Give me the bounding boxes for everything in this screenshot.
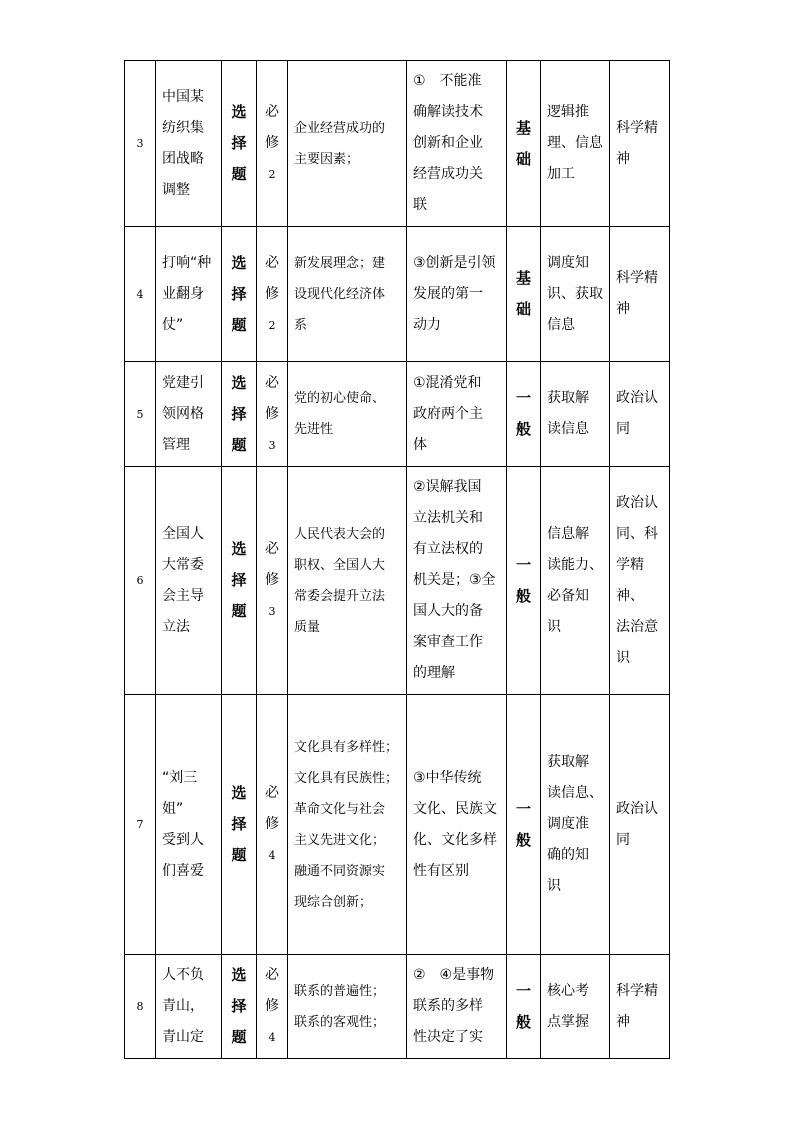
cell-question-type-line: 题	[231, 165, 247, 183]
cell-knowledge-point	[288, 467, 407, 695]
table-row	[125, 695, 670, 955]
cell-question-type-line: 选	[231, 540, 247, 558]
cell-difficulty-line: 一	[515, 981, 531, 1000]
cell-title	[156, 227, 222, 362]
cell-ability	[541, 362, 610, 467]
cell-error-analysis	[407, 955, 507, 1059]
cell-number: 7	[125, 695, 156, 955]
cell-error-analysis-line: 有立法权的	[413, 541, 483, 557]
cell-module	[257, 955, 288, 1059]
cell-ability-line: 调度准	[547, 816, 589, 832]
cell-difficulty	[507, 955, 541, 1059]
cell-module-line: 必	[265, 785, 279, 801]
cell-difficulty	[507, 467, 541, 695]
cell-literacy-line: 神	[616, 301, 630, 317]
cell-number: 6	[125, 467, 156, 695]
cell-ability-line: 信息解	[547, 525, 589, 542]
cell-module-line: 修	[265, 572, 279, 588]
cell-title-line: 调整	[162, 181, 190, 198]
cell-literacy	[610, 955, 670, 1059]
cell-module-line: 4	[268, 849, 276, 862]
cell-ability	[541, 467, 610, 695]
cell-question-type	[222, 362, 257, 467]
cell-knowledge-point-line: 联系的客观性；	[294, 1014, 386, 1030]
cell-title-line: 打响“种	[162, 254, 212, 271]
cell-error-analysis	[407, 362, 507, 467]
cell-difficulty	[507, 61, 541, 227]
cell-error-analysis-line: 性有区别	[413, 862, 469, 879]
cell-module	[257, 227, 288, 362]
cell-question-type	[222, 695, 257, 955]
cell-literacy-line: 政治认	[616, 494, 658, 511]
cell-ability-line: 确的知	[547, 847, 589, 863]
cell-question-type	[222, 61, 257, 227]
cell-difficulty-line: 般	[515, 586, 531, 605]
cell-knowledge-point-line: 常委会提升立法	[294, 588, 386, 604]
cell-question-type-line: 择	[231, 134, 247, 152]
cell-error-analysis-line: 文化、民族文	[413, 800, 497, 817]
cell-error-analysis-line: 立法机关和	[413, 510, 483, 526]
cell-number: 3	[125, 61, 156, 227]
exam-analysis-table	[124, 60, 670, 1059]
cell-error-analysis-line: 联	[413, 197, 427, 213]
cell-knowledge-point	[288, 695, 407, 955]
cell-module-line: 修	[265, 816, 279, 832]
cell-question-type-line: 选	[231, 373, 247, 392]
cell-title-line: 管理	[162, 436, 190, 453]
cell-number: 4	[125, 227, 156, 362]
cell-question-type-line: 择	[231, 404, 247, 423]
cell-error-analysis-line: 创新和企业	[413, 135, 483, 151]
cell-knowledge-point-line: 先进性	[294, 422, 334, 437]
table-row	[125, 227, 670, 362]
cell-title-line: 受到人	[162, 831, 204, 848]
cell-difficulty-line: 般	[515, 830, 531, 849]
cell-module	[257, 467, 288, 695]
cell-error-analysis-line: 确解读技术	[413, 104, 483, 120]
cell-ability-line: 识	[547, 618, 561, 635]
cell-error-analysis-line: ①混淆党和	[413, 374, 482, 391]
cell-literacy-line: 政治认	[616, 390, 658, 406]
cell-ability	[541, 227, 610, 362]
cell-module-line: 3	[268, 438, 276, 452]
cell-error-analysis-line: 体	[413, 436, 427, 453]
cell-literacy-line: 同	[616, 831, 630, 848]
cell-title-line: 人不负	[162, 967, 204, 983]
cell-literacy-line: 政治认	[616, 800, 658, 817]
cell-question-type-line: 择	[231, 571, 247, 589]
cell-knowledge-point-line: 职权、全国人大	[294, 557, 386, 573]
cell-knowledge-point-line: 革命文化与社会	[294, 801, 386, 817]
cell-title-line: 青山定	[162, 1029, 204, 1045]
cell-error-analysis-line: 动力	[413, 316, 441, 333]
cell-module	[257, 362, 288, 467]
cell-difficulty-line: 础	[515, 149, 531, 168]
cell-ability-line: 点掌握	[547, 1013, 589, 1030]
cell-difficulty	[507, 695, 541, 955]
table-row	[125, 467, 670, 695]
cell-module-line: 必	[265, 541, 279, 557]
cell-knowledge-point-line: 系	[294, 317, 308, 333]
cell-title-line: 团战略	[162, 150, 204, 167]
cell-ability-line: 逻辑推	[547, 104, 589, 120]
cell-literacy-line: 学精神、	[616, 556, 644, 604]
cell-knowledge-point-line: 主义先进文化；	[294, 832, 386, 848]
cell-question-type	[222, 467, 257, 695]
cell-module	[257, 695, 288, 955]
cell-module-line: 2	[268, 168, 276, 181]
cell-error-analysis-line: ②误解我国	[413, 479, 482, 495]
cell-knowledge-point-line: 设现代化经济体	[294, 286, 386, 302]
cell-title	[156, 362, 222, 467]
cell-ability-line: 读信息	[547, 421, 589, 437]
cell-literacy	[610, 467, 670, 695]
cell-module	[257, 61, 288, 227]
cell-knowledge-point	[288, 61, 407, 227]
cell-number: 8	[125, 955, 156, 1059]
cell-error-analysis	[407, 467, 507, 695]
cell-knowledge-point-line: 文化具有多样性；	[294, 739, 399, 755]
cell-question-type-line: 题	[231, 1028, 247, 1046]
cell-title-line: 中国某	[162, 88, 204, 105]
cell-title-line: 大常委	[162, 556, 204, 573]
cell-knowledge-point-line: 党的初心使命、	[294, 391, 386, 406]
cell-knowledge-point-line: 联系的普遍性；	[294, 983, 386, 999]
cell-knowledge-point	[288, 362, 407, 467]
cell-difficulty-line: 一	[515, 389, 531, 407]
cell-literacy-line: 科学精	[616, 119, 658, 136]
cell-error-analysis-line: 化、文化多样	[413, 831, 497, 848]
cell-title-line: 领网格	[162, 405, 204, 422]
cell-error-analysis-line: 发展的第一	[413, 285, 483, 302]
cell-module-line: 修	[265, 285, 279, 302]
cell-difficulty-line: 般	[515, 420, 531, 438]
cell-ability-line: 理、信息	[547, 135, 603, 151]
cell-module-line: 修	[265, 998, 279, 1014]
cell-question-type-line: 择	[231, 284, 247, 303]
cell-literacy-line: 同、科	[616, 525, 658, 542]
cell-question-type-line: 选	[231, 966, 247, 984]
cell-literacy-line: 识	[616, 649, 630, 666]
cell-title	[156, 467, 222, 695]
cell-module-line: 必	[265, 254, 279, 271]
cell-error-analysis-line: 机关是；③全	[413, 572, 496, 588]
cell-title-line: 会主导	[162, 587, 204, 604]
cell-module-line: 修	[265, 135, 279, 151]
cell-question-type	[222, 955, 257, 1059]
cell-title-line: 仗”	[162, 316, 184, 333]
cell-ability-line: 获取解	[547, 390, 589, 406]
cell-difficulty-line: 般	[515, 1012, 531, 1031]
cell-ability-line: 获取解	[547, 754, 589, 770]
cell-error-analysis-line: ② ④是事物	[413, 967, 495, 983]
table-row	[125, 362, 670, 467]
cell-literacy-line: 神	[616, 150, 630, 167]
cell-question-type-line: 选	[231, 784, 247, 802]
cell-literacy-line: 科学精	[616, 270, 658, 286]
cell-module-line: 必	[265, 967, 279, 983]
cell-knowledge-point-line: 文化具有民族性；	[294, 770, 399, 786]
cell-question-type-line: 题	[231, 435, 247, 454]
cell-module-line: 3	[268, 605, 276, 618]
cell-ability-line: 识、获取	[547, 285, 603, 302]
cell-question-type-line: 择	[231, 815, 247, 833]
cell-question-type-line: 题	[231, 315, 247, 334]
cell-question-type-line: 题	[231, 602, 247, 620]
cell-title	[156, 61, 222, 227]
cell-knowledge-point	[288, 227, 407, 362]
cell-error-analysis-line: 的理解	[413, 665, 455, 681]
cell-number: 5	[125, 362, 156, 467]
cell-question-type-line: 选	[231, 103, 247, 121]
cell-ability-line: 必备知	[547, 587, 589, 604]
cell-question-type-line: 择	[231, 997, 247, 1015]
cell-literacy	[610, 227, 670, 362]
cell-ability-line: 读信息、	[547, 785, 603, 801]
cell-error-analysis-line: 经营成功关	[413, 166, 483, 182]
cell-title-line: 党建引	[162, 374, 204, 391]
cell-ability-line: 信息	[547, 316, 575, 333]
cell-literacy-line: 神	[616, 1013, 630, 1030]
cell-error-analysis-line: 性决定了实	[413, 1029, 483, 1045]
cell-module-line: 2	[268, 318, 276, 332]
cell-question-type-line: 题	[231, 846, 247, 864]
cell-error-analysis	[407, 61, 507, 227]
cell-difficulty-line: 基	[515, 269, 531, 287]
cell-difficulty-line: 一	[515, 555, 531, 574]
cell-title	[156, 695, 222, 955]
cell-error-analysis-line: 政府两个主	[413, 405, 483, 422]
cell-module-line: 必	[265, 374, 279, 391]
cell-knowledge-point-line: 现综合创新；	[294, 894, 373, 910]
cell-title-line: 们喜爱	[162, 862, 204, 879]
cell-ability	[541, 695, 610, 955]
cell-literacy	[610, 362, 670, 467]
cell-error-analysis-line: 国人大的备	[413, 603, 483, 619]
table-row	[125, 61, 670, 227]
cell-knowledge-point-line: 企业经营成功的	[294, 120, 386, 136]
cell-difficulty-line: 基	[515, 118, 531, 137]
cell-title	[156, 955, 222, 1059]
table-row	[125, 955, 670, 1059]
cell-ability	[541, 61, 610, 227]
cell-title-line: 业翻身	[162, 285, 204, 302]
cell-module-line: 4	[268, 1031, 276, 1044]
cell-difficulty	[507, 362, 541, 467]
cell-module-line: 必	[265, 104, 279, 120]
cell-knowledge-point-line: 质量	[294, 619, 321, 635]
cell-knowledge-point	[288, 955, 407, 1059]
cell-title-line: 青山，	[162, 998, 204, 1014]
cell-literacy-line: 法治意	[616, 618, 658, 635]
cell-question-type	[222, 227, 257, 362]
cell-error-analysis	[407, 227, 507, 362]
cell-error-analysis-line: ③中华传统	[413, 769, 482, 786]
cell-error-analysis-line: 联系的多样	[413, 998, 483, 1014]
cell-difficulty-line: 础	[515, 300, 531, 318]
cell-literacy	[610, 695, 670, 955]
cell-module-line: 修	[265, 405, 279, 422]
cell-title-line: 纺织集	[162, 119, 204, 136]
cell-title-line: 立法	[162, 618, 190, 635]
cell-ability-line: 调度知	[547, 254, 589, 271]
cell-ability-line: 读能力、	[547, 556, 603, 573]
cell-ability-line: 核心考	[547, 982, 589, 999]
cell-error-analysis	[407, 695, 507, 955]
cell-ability-line: 加工	[547, 166, 575, 182]
cell-literacy	[610, 61, 670, 227]
table-body	[125, 61, 670, 1059]
cell-difficulty-line: 一	[515, 799, 531, 818]
cell-difficulty	[507, 227, 541, 362]
cell-knowledge-point-line: 融通不同资源实	[294, 863, 386, 879]
cell-ability	[541, 955, 610, 1059]
cell-title-line: “刘三姐”	[162, 769, 198, 817]
cell-error-analysis-line: ① 不能准	[413, 73, 482, 89]
cell-title-line: 全国人	[162, 525, 204, 542]
cell-knowledge-point-line: 新发展理念；建	[294, 255, 386, 271]
cell-knowledge-point-line: 人民代表大会的	[294, 526, 386, 542]
cell-error-analysis-line: ③创新是引领	[413, 254, 496, 271]
cell-literacy-line: 科学精	[616, 982, 658, 999]
cell-knowledge-point-line: 主要因素；	[294, 151, 360, 167]
cell-question-type-line: 选	[231, 253, 247, 272]
cell-ability-line: 识	[547, 878, 561, 894]
cell-literacy-line: 同	[616, 421, 630, 437]
cell-error-analysis-line: 案审查工作	[413, 634, 483, 650]
